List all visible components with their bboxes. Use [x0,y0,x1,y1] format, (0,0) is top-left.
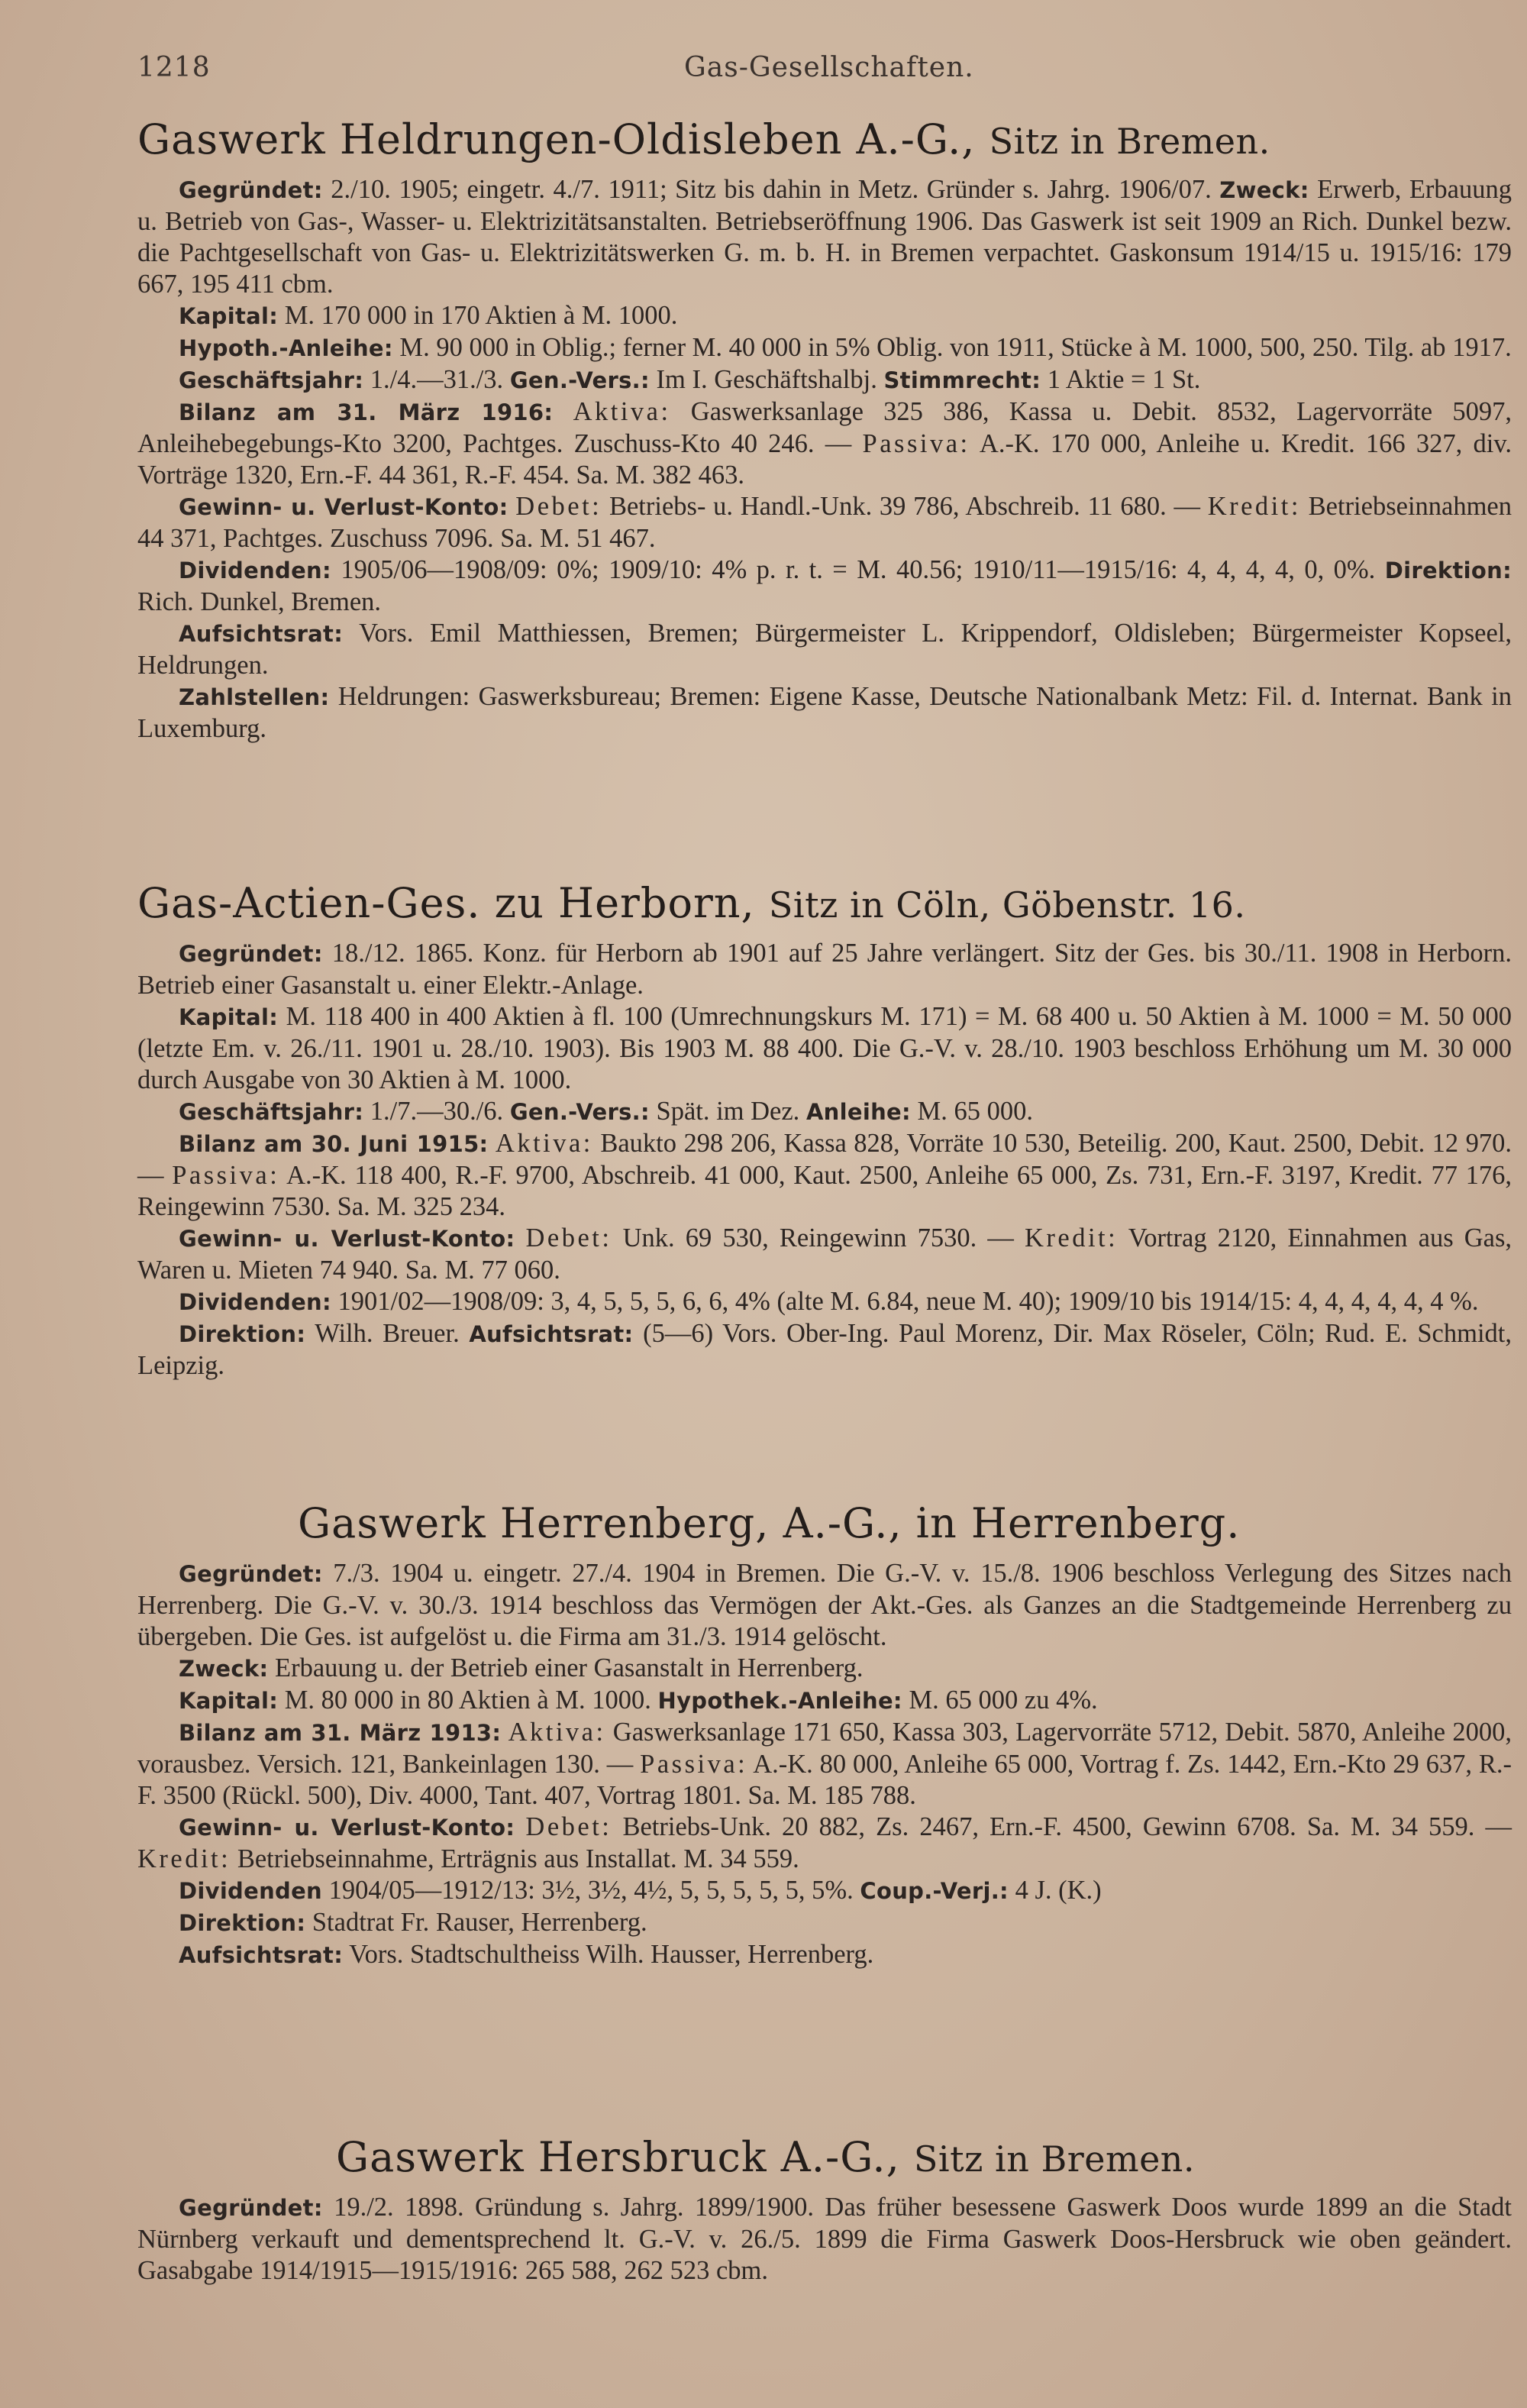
field-text: (5—6) Vors. Ober-Ing. Paul Morenz, Dir. Max Röseler, Cöln; Rud. E. Schmidt, Leipzig. [137,1319,1512,1380]
spaced-label: Aktiva: [573,397,671,426]
field-label: Aufsichtsrat: [179,1942,344,1968]
entry-paragraph [137,2192,1512,2287]
field-label: Anleihe: [805,1099,911,1125]
field-text: 1./4.—31./3. [363,365,510,394]
entry-paragraph [137,300,1512,332]
field-label: Zweck: [179,1656,269,1682]
field-text: Rich. Dunkel, Bremen. [137,587,382,616]
entry-heldrungen [137,113,1512,745]
field-text: 1./7.—30./6. [363,1097,510,1126]
field-text: 7./3. 1904 u. eingetr. 27./4. 1904 in Bremen. Die G.-V. v. 15./8. 1906 beschloss Verlegung des Sitzes nach Herrenberg. Die G.-V. v. 30./3. 1914 beschloss das Vermögen der Akt.-Ges. als Ganzes an die Stadtgemeinde Herrenberg zu übergeben. Die Ges. ist aufgelöst u. die Firma am 31./3. 1914 gelöscht. [137,1559,1512,1651]
entry-paragraph [137,1685,1512,1717]
field-label: Dividenden [179,1878,323,1904]
field-text: M. 170 000 in 170 Aktien à M. 1000. [278,301,678,330]
field-label: Direktion: [179,1321,306,1347]
entry-body [137,938,1512,1382]
spaced-label: Passiva: [862,429,970,458]
field-label: Gegründet: [179,1561,323,1587]
field-text: 1901/02—1908/09: 3, 4, 5, 5, 5, 6, 6, 4% (alte M. 6.84, neue M. 40); 1909/10 bis 1914/15: 4, 4, 4, 4, 4, 4 %. [331,1287,1479,1316]
page-header [137,46,1435,92]
entry-herrenberg [137,1497,1512,1971]
field-text: A.-K. 170 000, Anleihe u. Kredit. 166 327, div. Vorträge 1320, Ern.-F. 44 361, R.-F. 454. Sa. M. 382 463. [137,429,1512,490]
field-text: 4 J. (K.) [1008,1876,1102,1905]
company-seat: Sitz in Bremen. [913,2138,1196,2180]
field-label: Kapital: [179,1688,279,1714]
field-text: Betriebs-Unk. 20 882, Zs. 2467, Ern.-F. 4500, Gewinn 6708. Sa. M. 34 559. — [612,1812,1512,1841]
field-text [508,492,516,521]
entry-paragraph [137,1907,1512,1939]
field-text: Im I. Geschäftshalbj. [649,365,884,394]
entry-paragraph [137,1717,1512,1812]
entry-paragraph [137,332,1512,364]
entry-paragraph [137,618,1512,681]
field-text: Betriebseinnahme, Erträgnis aus Installat. M. 34 559. [231,1844,799,1873]
field-label: Aufsichtsrat: [469,1321,634,1347]
company-name: Gaswerk Hersbruck A.-G., [336,2133,900,2181]
field-label: Gen.-Vers.: [509,1099,650,1125]
field-text: Betriebseinnahmen 44 371, Pachtges. Zuschuss 7096. Sa. M. 51 467. [137,492,1512,553]
field-label: Dividenden: [179,558,331,583]
entry-body [137,1558,1512,1971]
field-text: M. 65 000. [910,1097,1033,1126]
field-text: 1 Aktie = 1 St. [1041,365,1201,394]
entry-title [137,877,1512,932]
field-text [488,1129,495,1158]
field-label: Gen.-Vers.: [509,367,650,393]
entry-paragraph [137,1812,1512,1875]
field-text: Erbauung u. der Betrieb einer Gasanstalt in Herrenberg. [268,1653,864,1682]
entry-paragraph [137,364,1512,396]
field-text: M. 65 000 zu 4%. [902,1686,1098,1715]
field-text: Heldrungen: Gaswerksbureau; Bremen: Eigene Kasse, Deutsche Nationalbank Metz: Fil. d. Internat. Bank in Luxemburg. [137,682,1512,743]
field-text: M. 118 400 in 400 Aktien à fl. 100 (Umrechnungskurs M. 171) = M. 68 400 u. 50 Aktien à M. 1000 = M. 50 000 (letzte Em. v. 26./11. 1901 u. 28./10. 1903). Bis 1903 M. 88 400. Die G.-V. v. 28./10. 1903 beschloss Erhöhung um M. 30 000 durch Ausgabe von 30 Aktien à M. 1000. [137,1002,1512,1094]
field-label: Direktion: [1384,558,1512,583]
field-text [553,397,573,426]
spaced-label: Aktiva: [495,1129,593,1158]
field-text: Unk. 69 530, Reingewinn 7530. — [612,1223,1025,1252]
field-text: Vors. Stadtschultheiss Wilh. Hausser, Herrenberg. [343,1940,874,1969]
field-text: Stadtrat Fr. Rauser, Herrenberg. [305,1908,647,1937]
field-label: Bilanz am 31. März 1913: [179,1720,502,1746]
field-label: Bilanz am 30. Juni 1915: [179,1131,489,1157]
field-label: Coup.-Verj.: [860,1878,1009,1904]
entry-paragraph [137,554,1512,618]
field-text: Betriebs- u. Handl.-Unk. 39 786, Abschreib. 11 680. — [602,492,1208,521]
field-label: Hypothek.-Anleihe: [657,1688,902,1714]
field-label: Geschäftsjahr: [179,367,364,393]
entry-paragraph [137,1223,1512,1286]
field-text: Baukto 298 206, Kassa 828, Vorräte 10 530, Beteilig. 200, Kaut. 2500, Debit. 12 970. — [137,1129,1512,1190]
field-label: Zahlstellen: [179,684,330,710]
running-title: Gas-Gesellschaften. [684,52,974,83]
entry-hersbruck [137,2131,1512,2287]
entry-paragraph [137,491,1512,554]
field-text: 18./12. 1865. Konz. für Herborn ab 1901 auf 25 Jahre verlängert. Sitz der Ges. bis 30./11. 1908 in Herborn. Betrieb einer Gasanstalt u. einer Elektr.-Anlage. [137,939,1512,1000]
field-label: Gegründet: [179,2195,323,2221]
entry-title [137,2131,1512,2186]
field-text: 19./2. 1898. Gründung s. Jahrg. 1899/1900. Das früher besessene Gaswerk Doos wurde 1899 an die Stadt Nürnberg verkauft und dementsprechend lt. G.-V. v. 26./5. 1899 die Firma Gaswerk Doos-Hersbruck wie oben geändert. Gasabgabe 1914/1915—1915/1916: 265 588, 262 523 cbm. [137,2193,1512,2285]
field-label: Direktion: [179,1910,306,1936]
spaced-label: Kredit: [137,1844,231,1873]
field-text: 1904/05—1912/13: 3½, 3½, 4½, 5, 5, 5, 5, 5, 5%. [322,1876,860,1905]
field-text: Erwerb, Erbauung u. Betrieb von Gas-, Wasser- u. Elektrizitätsanstalten. Betriebseröffnung 1906. Das Gaswerk ist seit 1909 an Rich. Dunkel bezw. die Pachtgesellschaft von Gas- u. Elektrizitätswerken G. m. b. H. in Bremen verpachtet. Gaskonsum 1914/15 u. 1915/16: 179 667, 195 411 cbm. [137,175,1512,299]
page-number: 1218 [137,52,211,83]
field-label: Aufsichtsrat: [179,621,344,647]
field-text: 2./10. 1905; eingetr. 4./7. 1911; Sitz bis dahin in Metz. Gründer s. Jahrg. 1906/07. [322,175,1220,204]
entry-paragraph [137,1558,1512,1653]
entry-paragraph [137,1286,1512,1318]
entry-paragraph [137,1096,1512,1128]
field-text: Vors. Emil Matthiessen, Bremen; Bürgermeister L. Krippendorf, Oldisleben; Bürgermeister Kopseel, Heldrungen. [137,619,1512,680]
spaced-label: Kredit: [1207,492,1301,521]
field-text: Spät. im Dez. [649,1097,806,1126]
field-label: Zweck: [1219,177,1309,203]
field-text: Vortrag 2120, Einnahmen aus Gas, Waren u. Mieten 74 940. Sa. M. 77 060. [137,1223,1512,1285]
field-label: Geschäftsjahr: [179,1099,364,1125]
spaced-label: Kredit: [1025,1223,1119,1252]
spaced-label: Debet: [525,1223,612,1252]
entry-herborn [137,877,1512,1382]
entry-title [137,1497,1512,1552]
field-text: Wilh. Breuer. [305,1319,470,1348]
entry-paragraph [137,396,1512,491]
entry-body [137,2192,1512,2287]
entry-paragraph [137,938,1512,1001]
entry-paragraph [137,1318,1512,1382]
entry-paragraph [137,1875,1512,1907]
field-label: Gewinn- u. Verlust-Konto: [179,1815,515,1841]
entry-paragraph [137,1128,1512,1223]
spaced-label: Debet: [515,492,602,521]
field-label: Dividenden: [179,1289,331,1315]
company-seat: Sitz in Bremen. [989,121,1270,162]
entry-paragraph [137,1001,1512,1096]
entry-paragraph [137,1653,1512,1685]
field-text: 1905/06—1908/09: 0%; 1909/10: 4% p. r. t. = M. 40.56; 1910/11—1915/16: 4, 4, 4, 4, 0, 0%. [331,555,1385,584]
field-label: Kapital: [179,303,279,329]
field-text: M. 80 000 in 80 Aktien à M. 1000. [278,1686,658,1715]
spaced-label: Aktiva: [508,1718,606,1747]
company-seat: Sitz in Cöln, Göbenstr. 16. [768,884,1246,926]
company-name: Gas-Actien-Ges. zu Herborn, [137,879,755,927]
field-label: Kapital: [179,1004,279,1030]
field-text [501,1718,508,1747]
entry-paragraph [137,1939,1512,1971]
company-name: Gaswerk Heldrungen-Oldisleben A.-G., [137,115,976,163]
entry-body [137,174,1512,745]
field-label: Bilanz am 31. März 1916: [179,399,554,425]
spaced-label: Passiva: [172,1161,280,1190]
field-text: A.-K. 80 000, Anleihe 65 000, Vortrag f. Zs. 1442, Ern.-Kto 29 637, R.-F. 3500 (Rückl. 500), Div. 4000, Tant. 407, Vortrag 1801. Sa. M. 185 788. [137,1750,1512,1810]
field-text [515,1223,525,1252]
field-text: Gaswerksanlage 325 386, Kassa u. Debit. 8532, Lagervorräte 5097, Anleihebegebungs-Kto 3200, Pachtges. Zuschuss-Kto 40 246. — [137,397,1512,458]
spaced-label: Debet: [525,1812,612,1841]
spaced-label: Passiva: [640,1750,748,1779]
entry-paragraph [137,681,1512,745]
field-label: Gewinn- u. Verlust-Konto: [179,494,508,520]
field-label: Gegründet: [179,941,323,967]
field-text: Gaswerksanlage 171 650, Kassa 303, Lagervorräte 5712, Debit. 5870, Anleihe 2000, vorausbez. Versich. 121, Bankeinlagen 130. — [137,1718,1512,1779]
field-label: Stimmrecht: [883,367,1041,393]
field-text [515,1812,525,1841]
field-text: M. 90 000 in Oblig.; ferner M. 40 000 in 5% Oblig. von 1911, Stücke à M. 1000, 500, 250. Tilg. ab 1917. [392,333,1512,362]
field-label: Gewinn- u. Verlust-Konto: [179,1226,515,1252]
field-label: Hypoth.-Anleihe: [179,335,393,361]
entry-title [137,113,1512,168]
field-text: A.-K. 118 400, R.-F. 9700, Abschreib. 41 000, Kaut. 2500, Anleihe 65 000, Zs. 731, Ern.-F. 3197, Kredit. 77 176, Reingewinn 7530. Sa. M. 325 234. [137,1161,1512,1221]
company-name: Gaswerk Herrenberg, A.-G., in Herrenberg. [298,1499,1241,1547]
field-label: Gegründet: [179,177,323,203]
entry-paragraph [137,174,1512,300]
